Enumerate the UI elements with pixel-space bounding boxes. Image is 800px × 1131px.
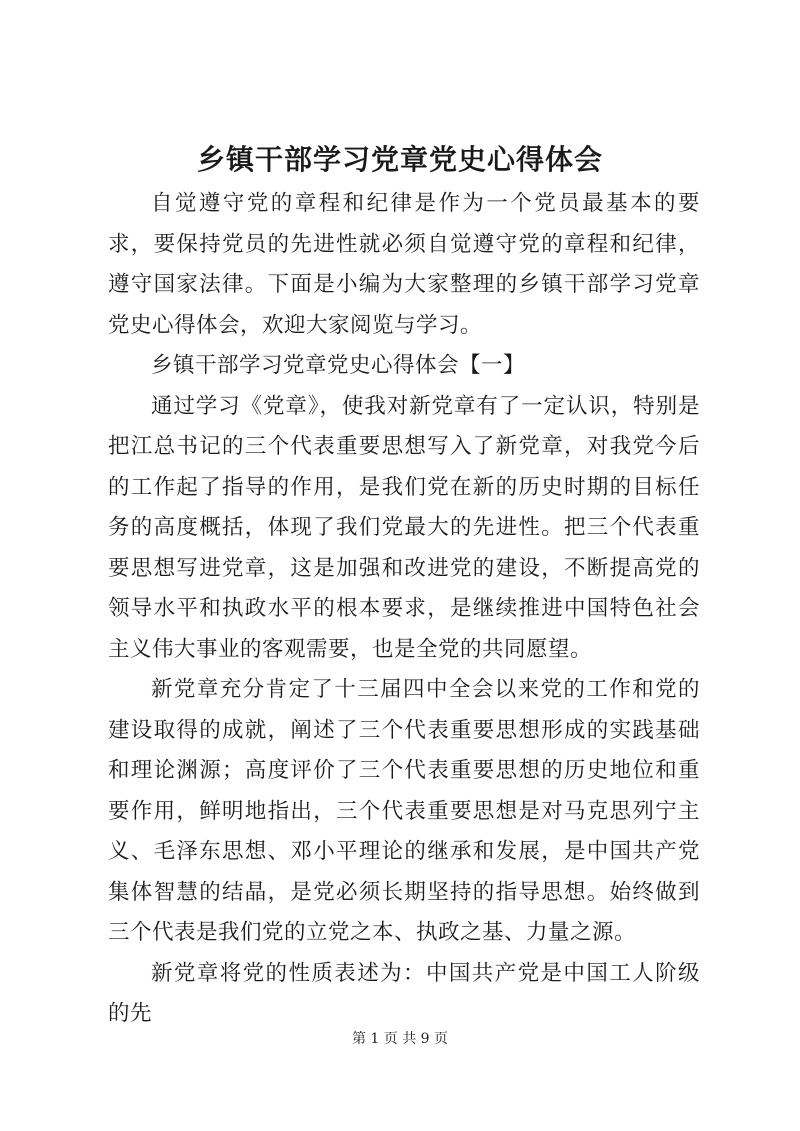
document-body: [108, 184, 700, 1035]
page-number-footer: 第 1 页 共 9 页: [351, 1031, 449, 1047]
paragraph-intro: 自觉遵守党的章程和纪律是作为一个党员最基本的要求，要保持党员的先进性就必须自觉遵守党的章程和纪律，遵守国家法律。下面是小编为大家整理的乡镇干部学习党章党史心得体会，欢迎大家阅览与学习。: [108, 191, 700, 338]
paragraph-3: 新党章将党的性质表述为：中国共产党是中国工人阶级的先: [108, 960, 700, 1026]
paragraph-1: 通过学习《党章》，使我对新党章有了一定认识，特别是把江总书记的三个代表重要思想写入了新党章，对我党今后的工作起了指导的作用，是我们党在新的历史时期的目标任务的高度概括，体现了我们党最大的先进性。把三个代表重要思想写进党章，这是加强和改进党的建设，不断提高党的领导水平和执政水平的根本要求，是继续推进中国特色社会主义伟大事业的客观需要，也是全党的共同愿望。: [108, 393, 700, 662]
paragraph-2: 新党章充分肯定了十三届四中全会以来党的工作和党的建设取得的成就，阐述了三个代表重要思想形成的实践基础和理论渊源；高度评价了三个代表重要思想的历史地位和重要作用，鲜明地指出，三个代表重要思想是对马克思列宁主义、毛泽东思想、邓小平理论的继承和发展，是中国共产党集体智慧的结晶，是党必须长期坚持的指导思想。始终做到三个代表是我们党的立党之本、执政之基、力量之源。: [108, 677, 700, 945]
section-heading: 乡镇干部学习党章党史心得体会【一】: [151, 353, 526, 378]
document-title: 乡镇干部学习党章党史心得体会: [196, 143, 603, 176]
